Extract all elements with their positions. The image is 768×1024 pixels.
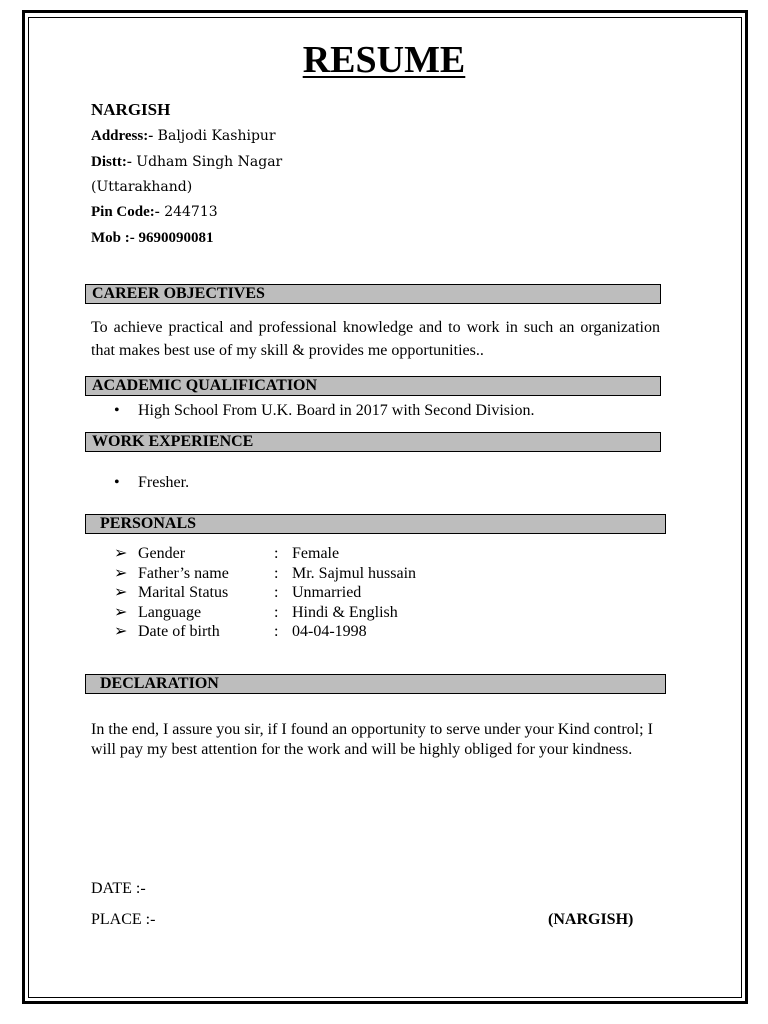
personals-row-date-of-birth (114, 622, 416, 642)
address-line (91, 128, 276, 145)
personals-heading: PERSONALS (85, 514, 666, 534)
personals-label: Marital Status (138, 584, 229, 601)
mobile-label: Mob :- (91, 230, 135, 246)
address-value: Baljodi Kashipur (153, 128, 276, 144)
place-label: PLACE :- (91, 911, 156, 928)
academic-qualification-heading: ACADEMIC QUALIFICATION (85, 376, 661, 396)
district-value: Udham Singh Nagar (131, 154, 283, 170)
career-objectives-text: To achieve practical and professional knowledge and to work in such an organization that makes best use of my skill & provides me opportunities.. (91, 319, 660, 359)
personals-label: Date of birth (138, 623, 220, 640)
arrow-bullet-icon: ➢ (114, 545, 128, 562)
declaration-text: In the end, I assure you sir, if I found an opportunity to serve under your Kind control; I will pay my best attention for the work and will be highly obliged for your kindness. (91, 721, 653, 758)
arrow-bullet-icon: ➢ (114, 584, 128, 601)
personals-row-fathers-name (114, 564, 416, 584)
arrow-bullet-icon: ➢ (114, 603, 128, 621)
personals-value: Hindi & English (292, 603, 398, 621)
personals-label: Language (138, 603, 202, 621)
personals-value: 04-04-1998 (292, 623, 367, 640)
arrow-bullet-icon: ➢ (114, 564, 128, 582)
state-line (91, 179, 192, 196)
personals-value: Mr. Sajmul hussain (292, 564, 417, 582)
arrow-bullet-icon: ➢ (114, 623, 128, 640)
declaration-heading: DECLARATION (85, 674, 666, 694)
personals-value: Female (292, 545, 340, 562)
work-list-item (114, 474, 189, 492)
personals-colon: : (274, 603, 279, 621)
personals-colon: : (274, 584, 279, 601)
pin-code-value: 244713 (159, 204, 218, 220)
personals-label: Father’s name (138, 564, 229, 582)
personals-row-language (114, 603, 416, 623)
personals-colon: : (274, 623, 279, 640)
personals-label: Gender (138, 545, 186, 562)
mobile-value: 9690090081 (134, 230, 214, 246)
bullet-icon: • (114, 402, 120, 419)
signature-name: (NARGISH) (548, 911, 634, 928)
work-experience-heading: WORK EXPERIENCE (85, 432, 661, 452)
personals-row-marital-status (114, 583, 416, 603)
career-objectives-heading: CAREER OBJECTIVES (85, 284, 661, 304)
district-label: Distt:- (91, 154, 132, 170)
bullet-icon: • (114, 474, 120, 491)
state-value: (Uttarakhand) (91, 179, 193, 195)
personals-colon: : (274, 564, 279, 582)
pin-code-label: Pin Code:- (91, 204, 160, 220)
personals-table (114, 544, 416, 642)
district-line (91, 154, 282, 171)
candidate-name: NARGISH (91, 100, 171, 119)
academic-list-item (114, 402, 534, 420)
address-label: Address:- (91, 128, 154, 144)
date-label: DATE :- (91, 880, 146, 897)
personals-colon: : (274, 545, 279, 562)
resume-title: RESUME (302, 39, 466, 81)
personals-value: Unmarried (292, 584, 362, 601)
personals-row-gender (114, 544, 416, 564)
academic-item-text: High School From U.K. Board in 2017 with Second Division. (138, 402, 535, 419)
work-item-text: Fresher. (138, 474, 190, 491)
pin-code-line (91, 204, 218, 221)
mobile-line (91, 230, 214, 247)
